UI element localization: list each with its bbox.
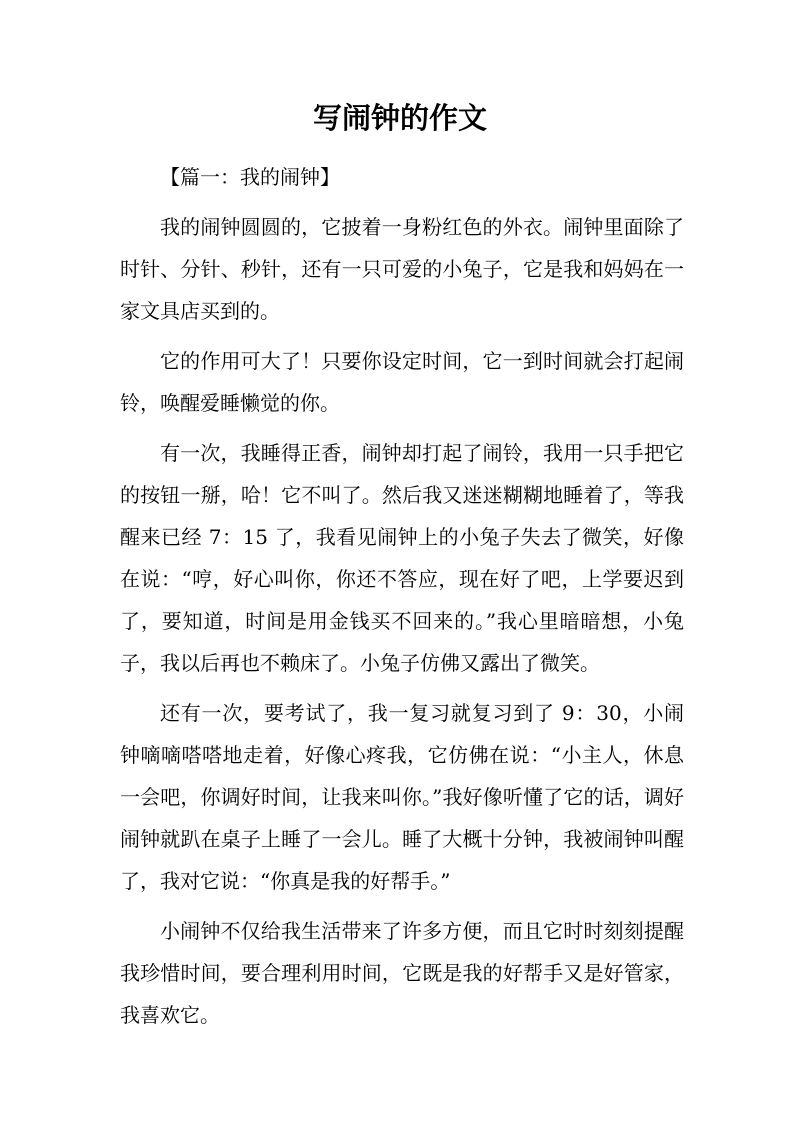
- section-heading: 【篇一：我的闹钟】: [160, 165, 340, 189]
- paragraph: 我的闹钟圆圆的，它披着一身粉红色的外衣。闹钟里面除了时针、分针、秒针，还有一只可爱的小兔子，它是我和妈妈在一家文具店买到的。: [120, 215, 684, 323]
- paragraph: 它的作用可大了！只要你设定时间，它一到时间就会打起闹铃，唤醒爱睡懒觉的你。: [120, 349, 684, 415]
- paragraph: 有一次，我睡得正香，闹钟却打起了闹铃，我用一只手把它的按钮一掰，哈！它不叫了。然后我又迷迷糊糊地睡着了，等我醒来已经 7：15 了，我看见闹钟上的小兔子失去了微笑，好像在说：“哼，好心叫你，你还不答应，现在好了吧，上学要迟到了，要知道，时间是用金钱买不回来的。”我心里暗暗想，小兔子，我以后再也不赖床了。小兔子仿佛又露出了微笑。: [120, 441, 684, 675]
- paragraph: 还有一次，要考试了，我一复习就复习到了 9：30，小闹钟嘀嘀嗒嗒地走着，好像心疼我，它仿佛在说：“小主人，休息一会吧，你调好时间，让我来叫你。”我好像听懂了它的话，调好闹钟就趴在桌子上睡了一会儿。睡了大概十分钟，我被闹钟叫醒了，我对它说：“你真是我的好帮手。”: [120, 701, 684, 893]
- paragraph: 小闹钟不仅给我生活带来了许多方便，而且它时时刻刻提醒我珍惜时间，要合理利用时间，它既是我的好帮手又是好管家，我喜欢它。: [120, 919, 684, 1027]
- article-body: [120, 156, 684, 1044]
- page-title: 写闹钟的作文: [312, 101, 487, 135]
